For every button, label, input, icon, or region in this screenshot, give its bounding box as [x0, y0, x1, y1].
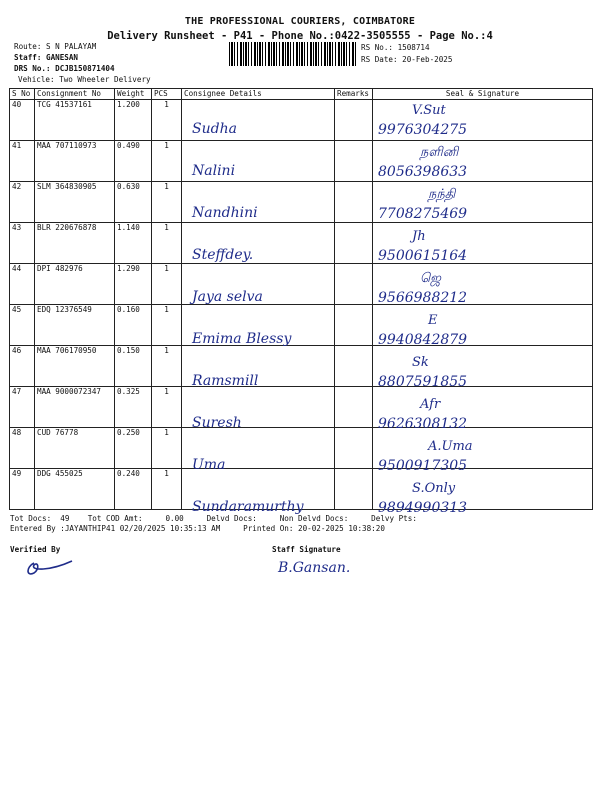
cell-sno: 43	[10, 223, 35, 264]
consignee-signature: S.Only	[412, 481, 456, 496]
cell-consignment-no: DPI 482976	[35, 264, 115, 305]
cell-pcs: 1	[152, 428, 182, 469]
consignee-name: Ramsmill	[192, 373, 259, 389]
consignee-name: Jaya selva	[192, 289, 263, 305]
cell-sno: 46	[10, 346, 35, 387]
cell-pcs: 1	[152, 469, 182, 510]
col-header-weight: Weight	[115, 89, 152, 100]
cell-weight: 1.200	[115, 100, 152, 141]
staff-label: Staff: GANESAN	[14, 53, 79, 62]
page-title: THE PROFESSIONAL COURIERS, COIMBATORE	[184, 16, 416, 27]
consignee-signature: E	[428, 313, 438, 328]
consignee-phone: 8807591855	[378, 374, 468, 390]
consignee-phone: 9500917305	[378, 458, 468, 474]
table-row	[10, 100, 593, 141]
cell-weight: 0.150	[115, 346, 152, 387]
cell-weight: 0.490	[115, 141, 152, 182]
table-row	[10, 387, 593, 428]
cell-consignment-no: MAA 707110973	[35, 141, 115, 182]
cell-consignment-no: MAA 706170950	[35, 346, 115, 387]
table-row	[10, 141, 593, 182]
consignee-phone: 9566988212	[378, 290, 468, 306]
verified-by-label: Verified By	[10, 545, 61, 554]
rs-number: RS No.: 1508714	[361, 43, 430, 52]
consignee-phone: 9894990313	[378, 500, 468, 516]
cell-consignment-no: DDG 455025	[35, 469, 115, 510]
cell-sno: 47	[10, 387, 35, 428]
consignee-name: Suresh	[192, 415, 242, 431]
table-row	[10, 305, 593, 346]
cell-consignment-no: EDQ 12376549	[35, 305, 115, 346]
cell-sno: 45	[10, 305, 35, 346]
page-subtitle: Delivery Runsheet - P41 - Phone No.:0422-3505555 - Page No.:4	[107, 30, 493, 42]
cell-pcs: 1	[152, 346, 182, 387]
col-header-consignment: Consignment No	[35, 89, 115, 100]
cell-weight: 0.325	[115, 387, 152, 428]
cell-pcs: 1	[152, 182, 182, 223]
cell-sno: 42	[10, 182, 35, 223]
table-row	[10, 346, 593, 387]
cell-sno: 40	[10, 100, 35, 141]
cell-weight: 1.140	[115, 223, 152, 264]
cell-weight: 0.240	[115, 469, 152, 510]
cell-remarks	[335, 223, 373, 264]
consignee-signature: நளினி	[420, 145, 459, 160]
cell-pcs: 1	[152, 223, 182, 264]
col-header-pcs: PCS	[152, 89, 182, 100]
cell-weight: 0.250	[115, 428, 152, 469]
cell-remarks	[335, 469, 373, 510]
consignee-phone: 7708275469	[378, 206, 468, 222]
cell-pcs: 1	[152, 141, 182, 182]
consignee-signature: நந்தி	[428, 187, 456, 202]
cell-sno: 48	[10, 428, 35, 469]
cell-remarks	[335, 346, 373, 387]
cell-weight: 0.160	[115, 305, 152, 346]
rs-date: RS Date: 20-Feb-2025	[361, 55, 453, 64]
route-label: Route: S N PALAYAM	[14, 42, 97, 51]
consignee-name: Uma	[192, 457, 226, 473]
staff-signature-label: Staff Signature	[272, 545, 341, 554]
consignee-signature: A.Uma	[428, 439, 473, 454]
cell-sno: 44	[10, 264, 35, 305]
consignee-phone: 9940842879	[378, 332, 468, 348]
table-row	[10, 264, 593, 305]
consignee-name: Nandhini	[192, 205, 258, 221]
cell-consignment-no: SLM 364830905	[35, 182, 115, 223]
cell-consignment-no: BLR 220676878	[35, 223, 115, 264]
runsheet-table	[9, 88, 593, 510]
staff-signature-name: B.Gansan.	[278, 560, 351, 576]
col-header-sno: S No	[10, 89, 35, 100]
consignee-phone: 8056398633	[378, 164, 468, 180]
cell-weight: 1.290	[115, 264, 152, 305]
cell-sno: 49	[10, 469, 35, 510]
col-header-consignee: Consignee Details	[182, 89, 335, 100]
cell-remarks	[335, 141, 373, 182]
cell-consignment-no: CUD 76778	[35, 428, 115, 469]
drs-label: DRS No.: DCJB150871404	[14, 64, 115, 73]
col-header-signature: Seal & Signature	[373, 89, 593, 100]
consignee-phone: 9500615164	[378, 248, 468, 264]
consignee-name: Sudha	[192, 121, 237, 137]
cell-pcs: 1	[152, 100, 182, 141]
vehicle-label: Vehicle: Two Wheeler Delivery	[18, 75, 151, 84]
consignee-name: Nalini	[192, 163, 236, 179]
cell-remarks	[335, 100, 373, 141]
table-row	[10, 223, 593, 264]
consignee-name: Emima Blessy	[192, 331, 292, 347]
summary-line: Tot Docs: 49 Tot COD Amt: 0.00 Delvd Docs: Non Delvd Docs: Delvy Pts:	[10, 514, 417, 523]
cell-consignment-no: TCG 41537161	[35, 100, 115, 141]
table-header-row	[10, 89, 593, 100]
entered-line: Entered By :JAYANTHIP41 02/20/2025 10:35:13 AM Printed On: 20-02-2025 10:38:20	[10, 524, 385, 533]
cell-pcs: 1	[152, 387, 182, 428]
consignee-signature: Jh	[412, 229, 426, 244]
consignee-signature: ஜெ	[420, 271, 441, 286]
consignee-phone: 9976304275	[378, 122, 468, 138]
cell-remarks	[335, 264, 373, 305]
col-header-remarks: Remarks	[335, 89, 373, 100]
cell-remarks	[335, 182, 373, 223]
consignee-signature: V.Sut	[412, 103, 446, 118]
cell-consignment-no: MAA 9000072347	[35, 387, 115, 428]
cell-sno: 41	[10, 141, 35, 182]
consignee-signature: Sk	[412, 355, 429, 370]
cell-weight: 0.630	[115, 182, 152, 223]
cell-remarks	[335, 305, 373, 346]
cell-remarks	[335, 387, 373, 428]
cell-remarks	[335, 428, 373, 469]
consignee-name: Steffdey.	[192, 247, 254, 263]
consignee-phone: 9626308132	[378, 416, 468, 432]
consignee-signature: Afr	[420, 397, 441, 412]
table-row	[10, 428, 593, 469]
verified-signature-icon	[20, 555, 80, 581]
cell-pcs: 1	[152, 264, 182, 305]
consignee-name: Sundaramurthy	[192, 499, 304, 515]
barcode	[229, 42, 356, 66]
table-row	[10, 182, 593, 223]
cell-pcs: 1	[152, 305, 182, 346]
